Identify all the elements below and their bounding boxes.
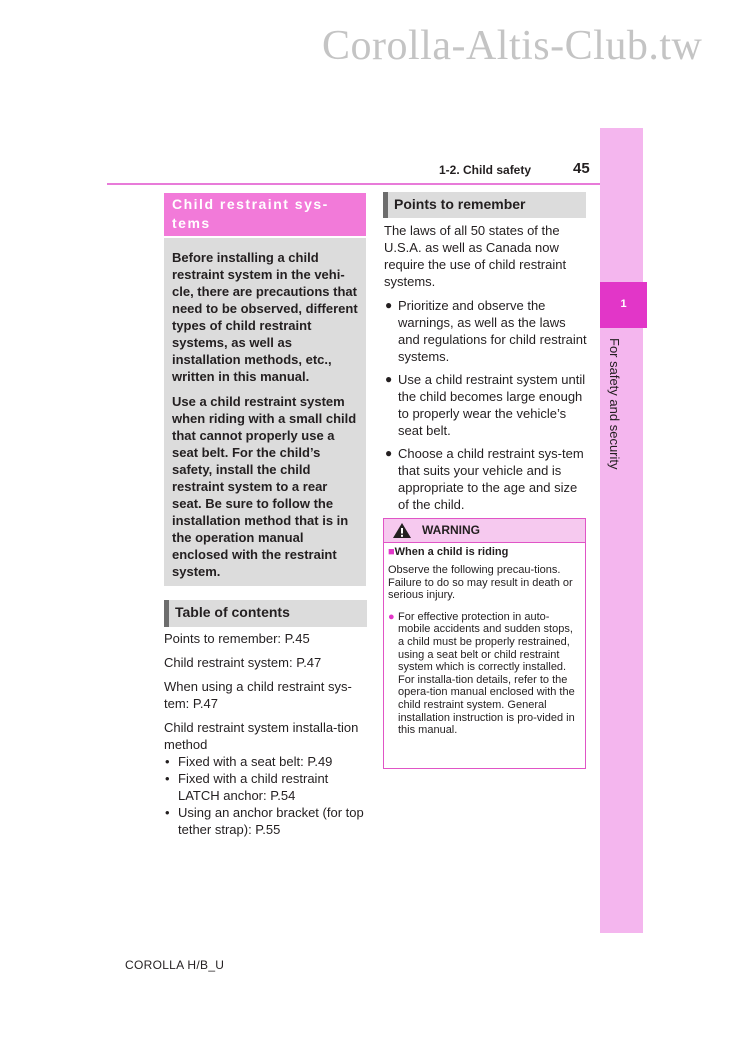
warning-text [388, 564, 579, 602]
toc-item: Child restraint system installa-tion method [164, 720, 359, 752]
chapter-number: 1 [600, 282, 647, 328]
points-list [384, 297, 589, 513]
points-intro: The laws of all 50 states of the U.S.A. as well as Canada now require the use of child restraint systems. [384, 223, 567, 289]
footer-model: COROLLA H/B_U [125, 958, 225, 972]
bullet-marker: ● [385, 298, 393, 312]
watermark: Corolla-Altis-Club.tw [322, 23, 703, 69]
toc-sub-item: • Fixed with a child restraint LATCH anchor: P.54 [165, 771, 329, 803]
section-name: 1-2. Child safety [439, 163, 532, 177]
bullet-marker: • [165, 771, 170, 786]
warning-subheading-row [388, 545, 585, 559]
warning-label: WARNING [422, 523, 480, 537]
bullet-marker: • [165, 805, 170, 820]
warning-box [383, 518, 586, 769]
toc-sub-list [164, 753, 368, 838]
bullet-marker: • [165, 754, 170, 769]
header-rule [107, 183, 600, 185]
page-title-box [164, 193, 366, 236]
points-section [384, 222, 589, 519]
intro-paragraph: Use a child restraint system when riding with a small child that cannot properly use a seat belt. For the child’s safety, install the child restraint system to a rear seat. Be sure to follow the installation method that is in the operation manual enclosed with the restraint system. [172, 394, 357, 579]
toc-item: When using a child restraint sys-tem: P.47 [164, 679, 352, 711]
warning-paragraph: Observe the following precau-tions. [388, 564, 561, 576]
intro-box [164, 238, 366, 586]
warning-paragraph: Failure to do so may result in death or serious injury. [388, 576, 573, 602]
intro-paragraph: Before installing a child restraint system in the vehi-cle, there are precautions that need to be observed, different types of child restraint systems, as well as installation methods, etc., written in this manual. [172, 250, 358, 384]
points-item: ● Prioritize and observe the warnings, as well as the laws and regulations for child restraint systems. [385, 298, 587, 364]
points-item: ● Use a child restraint system until the child becomes large enough to properly wear the vehicle’s seat belt. [385, 372, 586, 438]
bullet-marker: ● [385, 372, 393, 386]
warning-subheading: When a child is riding [394, 546, 509, 558]
page-number: 45 [573, 160, 590, 177]
toc-item: Points to remember: P.45 [164, 631, 310, 646]
points-item: ● Choose a child restraint sys-tem that suits your vehicle and is appropriate to the age and size of the child. [385, 446, 584, 512]
bullet-marker: ● [388, 610, 395, 623]
chapter-side-tab [600, 128, 643, 933]
points-heading: Points to remember [383, 192, 586, 218]
bullet-marker: ● [385, 446, 393, 460]
toc-item: Child restraint system: P.47 [164, 655, 322, 670]
warning-triangle-icon [392, 522, 412, 539]
page-title: Child restraint sys-tems [172, 196, 329, 231]
warning-item: ● For effective protection in auto-mobile accidents and sudden stops, a child must be properly restrained, using a seat belt or child restraint system which is correctly installed. For installa-tion details, refer to the opera-tion manual enclosed with the child restraint system. General installation instruction is pro-vided in this manual. [388, 610, 575, 737]
table-of-contents [164, 630, 368, 838]
chapter-label: For safety and security [607, 338, 622, 470]
toc-sub-item: • Fixed with a seat belt: P.49 [165, 754, 333, 769]
toc-sub-item: • Using an anchor bracket (for top tether strap): P.55 [165, 805, 364, 837]
warning-header [384, 519, 585, 543]
square-marker-icon: ■ [388, 546, 395, 558]
warning-list [388, 611, 579, 737]
toc-heading: Table of contents [164, 600, 367, 627]
